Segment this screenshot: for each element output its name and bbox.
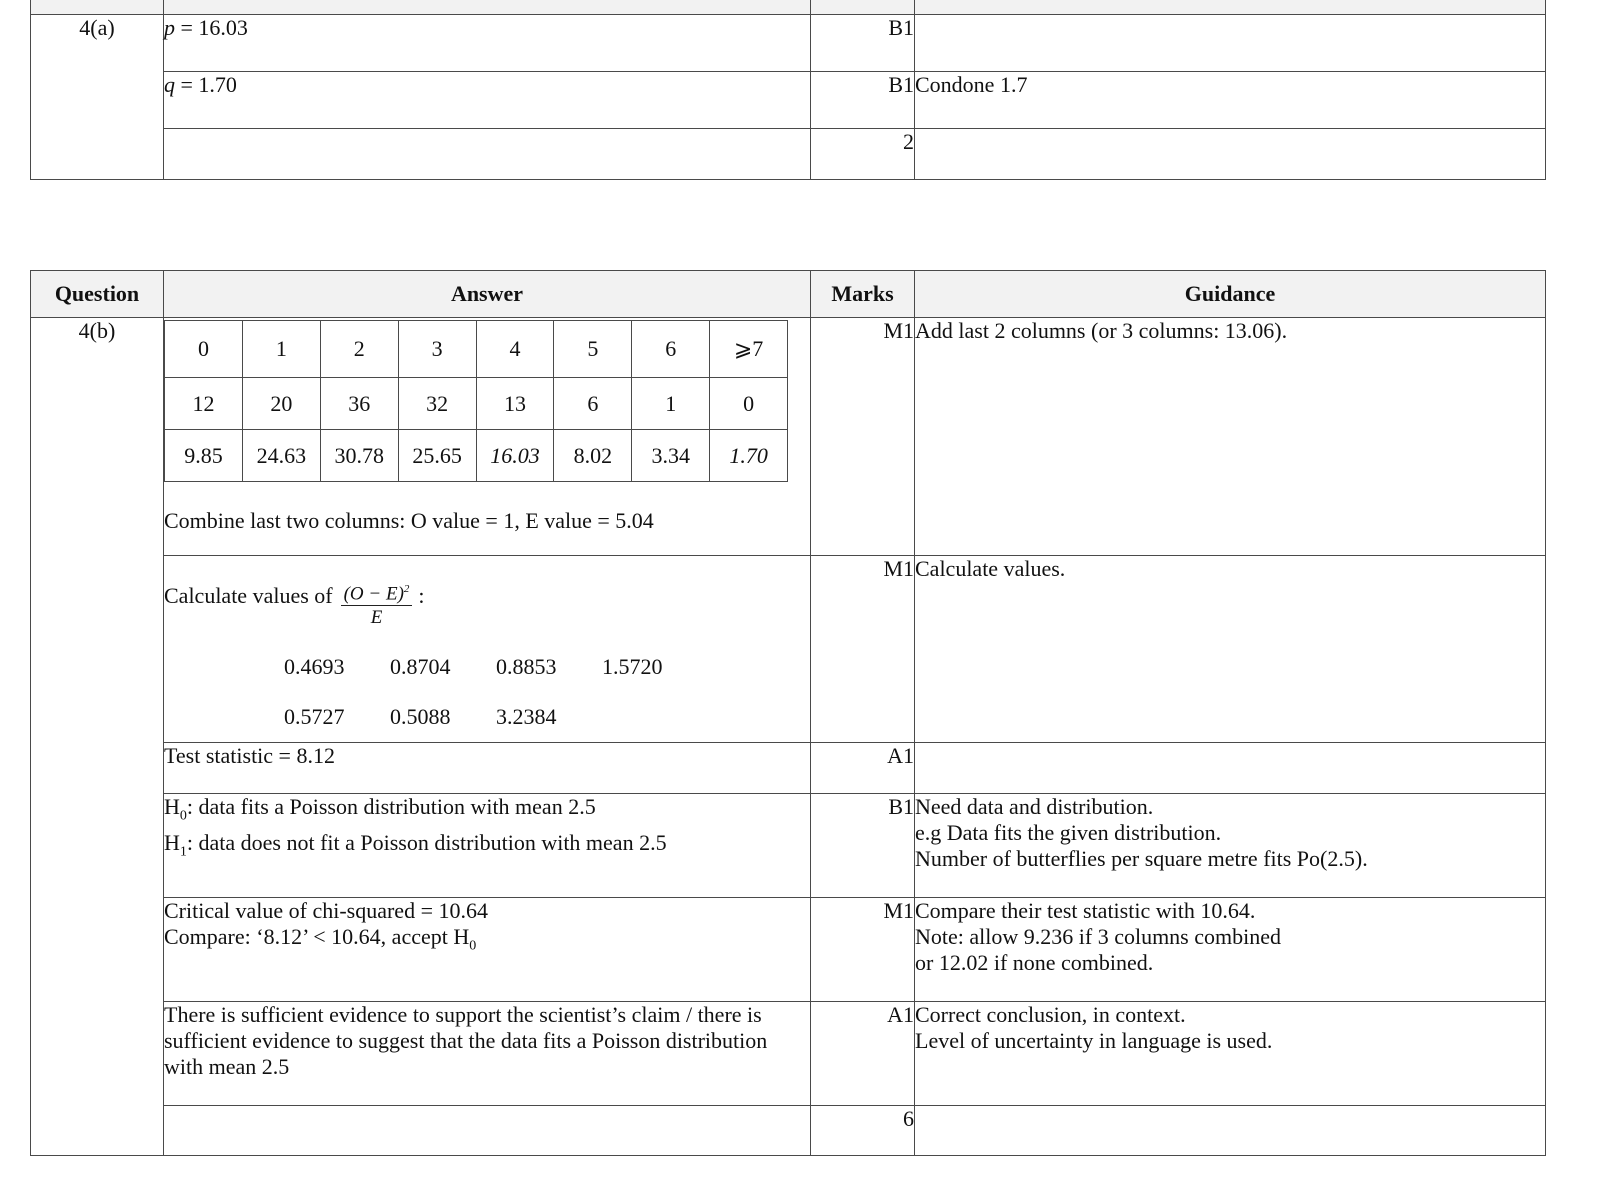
expected-row	[165, 430, 788, 482]
row-test-statistic	[31, 743, 1546, 794]
question-number: 4(a)	[31, 15, 164, 180]
value: 1.5720	[602, 654, 663, 680]
calc-line	[164, 570, 810, 629]
answer-cell: q = 1.70	[164, 72, 811, 129]
frequency-table	[164, 320, 788, 482]
observed-value: 20	[242, 378, 320, 430]
observed-value: 0	[710, 378, 788, 430]
guidance-cell: Need data and distribution. e.g Data fits the given distribution. Number of butterflies per square metre fits Po(2.5).	[915, 794, 1546, 898]
expected-value: 25.65	[398, 430, 476, 482]
observed-value: 32	[398, 378, 476, 430]
x-row	[165, 321, 788, 378]
total-marks: 2	[811, 129, 915, 180]
expected-value: 8.02	[554, 430, 632, 482]
value: 0.4693	[284, 654, 345, 680]
guidance-cell	[915, 743, 1546, 794]
row-critical-value	[31, 898, 1546, 1002]
calc-suffix: :	[418, 583, 425, 609]
guidance-cell: Add last 2 columns (or 3 columns: 13.06).	[915, 318, 1546, 556]
expected-value-q: 1.70	[710, 430, 788, 482]
mark-cell: A1	[811, 1002, 915, 1106]
header-row-cut	[31, 0, 1546, 15]
answer-cell	[164, 898, 811, 1002]
null-hypothesis: $H_0$: data fits a Poisson distribution with mean 2.5	[164, 794, 596, 824]
observed-value: 36	[320, 378, 398, 430]
critical-line: Critical value of chi-squared = 10.64	[164, 898, 488, 924]
answer-cell	[164, 794, 811, 898]
answer-cell: Test statistic = 8.12	[164, 743, 811, 794]
mark-cell: B1	[811, 794, 915, 898]
header-row	[31, 271, 1546, 318]
x-value: 5	[554, 321, 632, 378]
question-number: 4(b)	[31, 318, 164, 1156]
row-hypotheses	[31, 794, 1546, 898]
mark-cell: B1	[811, 15, 915, 72]
observed-value: 6	[554, 378, 632, 430]
observed-value: 1	[632, 378, 710, 430]
answer-value: 1.70	[198, 72, 237, 97]
x-value: 2	[320, 321, 398, 378]
values-row	[284, 692, 810, 742]
row-conclusion	[31, 1002, 1546, 1106]
total-marks: 6	[811, 1106, 915, 1156]
mark-cell: B1	[811, 72, 915, 129]
x-value: 4	[476, 321, 554, 378]
mark-cell: M1	[811, 318, 915, 556]
variable-label: q	[164, 72, 175, 97]
expected-value: 9.85	[165, 430, 243, 482]
fraction	[341, 578, 413, 630]
header-answer: Answer	[164, 271, 811, 318]
value: 0.8853	[496, 654, 557, 680]
expected-value: 3.34	[632, 430, 710, 482]
value: 0.5727	[284, 704, 345, 730]
row-calculate-values	[31, 556, 1546, 743]
expected-value: 30.78	[320, 430, 398, 482]
calc-prefix: Calculate values of	[164, 583, 333, 609]
x-value: 0	[165, 321, 243, 378]
x-value: 1	[242, 321, 320, 378]
answer-cell	[164, 556, 811, 743]
value: 3.2384	[496, 704, 557, 730]
fraction-denominator: E	[370, 607, 383, 629]
combine-text: Combine last two columns: O value = 1, E value = 5.04	[164, 508, 654, 533]
mark-cell: M1	[811, 556, 915, 743]
total-row	[31, 129, 1546, 180]
value: 0.5088	[390, 704, 451, 730]
guidance-cell: Compare their test statistic with 10.64. Note: allow 9.236 if 3 columns combined or 12.02 if none combined.	[915, 898, 1546, 1002]
x-value: 6	[632, 321, 710, 378]
x-value: ⩾7	[710, 321, 788, 378]
header-guidance: Guidance	[915, 271, 1546, 318]
observed-value: 12	[165, 378, 243, 430]
answer-row-q	[31, 72, 1546, 129]
header-question: Question	[31, 271, 164, 318]
answer-cell	[164, 318, 811, 556]
guidance-cell: Correct conclusion, in context. Level of uncertainty in language is used.	[915, 1002, 1546, 1106]
x-value: 3	[398, 321, 476, 378]
values-row	[284, 642, 810, 692]
answer-row-p	[31, 15, 1546, 72]
observed-value: 13	[476, 378, 554, 430]
expected-value-p: 16.03	[476, 430, 554, 482]
value: 0.8704	[390, 654, 451, 680]
expected-value: 24.63	[242, 430, 320, 482]
guidance-cell	[915, 15, 1546, 72]
compare-line: Compare: ‘8.12’ < 10.64, accept $H_0$	[164, 924, 477, 954]
observed-row	[165, 378, 788, 430]
answer-cell: There is sufficient evidence to support the scientist’s claim / there is sufficient evidence to suggest that the data fits a Poisson distribution with mean 2.5	[164, 1002, 811, 1106]
mark-scheme-table-4b	[30, 270, 1546, 1156]
fraction-numerator: $(O - E)^2$	[341, 578, 413, 606]
mark-scheme-table-4a	[30, 0, 1546, 180]
guidance-cell: Calculate values.	[915, 556, 1546, 743]
row-total	[31, 1106, 1546, 1156]
header-marks: Marks	[811, 271, 915, 318]
calc-values	[284, 642, 810, 742]
fraction-exponent: 2	[403, 583, 410, 595]
row-frequency-table	[31, 318, 1546, 556]
mark-cell: M1	[811, 898, 915, 1002]
answer-value: 16.03	[198, 15, 248, 40]
mark-cell: A1	[811, 743, 915, 794]
variable-label: p	[164, 15, 175, 40]
answer-cell: p = 16.03	[164, 15, 811, 72]
alternative-hypothesis: $H_1$: data does not fit a Poisson distribution with mean 2.5	[164, 829, 667, 860]
guidance-cell: Condone 1.7	[915, 72, 1546, 129]
